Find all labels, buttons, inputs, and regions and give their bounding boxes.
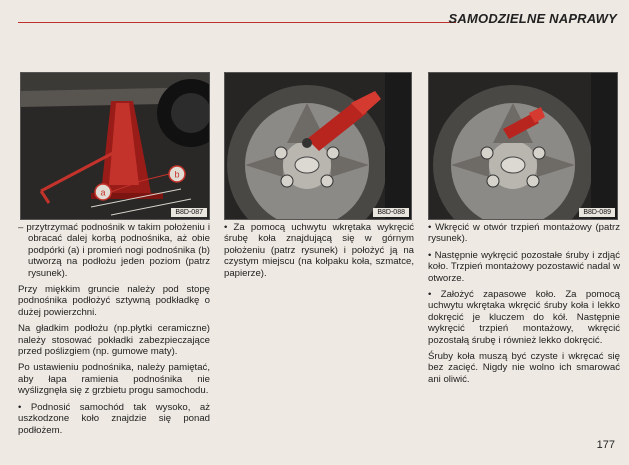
paragraph: Po ustawieniu podnośnika, należy pamiętać, aby łapa ramienia podnośnika nie wyślizgnęła się z grzbietu progu samochodu. (18, 362, 210, 397)
paragraph: • Podnosić samochód tak wysoko, aż uszkodzone koło znajdzie się ponad podłożem. (18, 401, 210, 436)
paragraph: – przytrzymać podnośnik w takim położeniu i obracać dalej korbą podnośnika, aż obie podpórki (a) i promień nogi podnośnika (b) utworzą na podłożu jeden poziom (patrz rysunek). (18, 222, 210, 279)
paragraph: • Założyć zapasowe koło. Za pomocą uchwytu wkrętaka wkręcić śruby koła i lekko dokręcić je kluczem do kół. Następnie wykręcić trzpień montażowy, wkręcić pozostałą śrubę i również lekko dokręcić. (428, 289, 620, 346)
jack-illustration (21, 73, 209, 219)
paragraph: • Wkręcić w otwór trzpień montażowy (patrz rysunek). (428, 222, 620, 245)
wheel-bolt-illustration (225, 73, 411, 219)
paragraph: Na gładkim podłożu (np.płytki ceramiczne) należy stosować pokładki zabezpieczające przed poślizgiem (np. gumowe maty). (18, 323, 210, 358)
page-number: 177 (596, 439, 615, 451)
paragraph: • Następnie wykręcić pozostałe śruby i zdjąć koło. Trzpień montażowy pozostawić nadal w otworze. (428, 249, 620, 284)
header-rule (18, 22, 456, 23)
figure-mounting-pin (428, 72, 618, 220)
text-column-middle (224, 222, 414, 284)
figure-code: B8D-088 (373, 208, 409, 217)
text-column-right (428, 222, 620, 390)
text-column-left (18, 222, 210, 441)
mounting-pin-illustration (429, 73, 617, 219)
figure-code: B8D-087 (171, 208, 207, 217)
callout-b-label: b (174, 169, 180, 180)
figure-wheel-bolt (224, 72, 412, 220)
paragraph: Śruby koła muszą być czyste i wkręcać się bez zacięć. Nigdy nie wolno ich smarować ani oliwić. (428, 351, 620, 385)
callout-a-label: a (100, 187, 106, 198)
paragraph: Przy miękkim gruncie należy pod stopę podnośnika podłożyć sztywną podkładkę o dużej powierzchni. (18, 284, 210, 318)
section-title: SAMODZIELNE NAPRAWY (448, 11, 617, 26)
paragraph: • Za pomocą uchwytu wkrętaka wykręcić śrubę koła znajdującą się w górnym położeniu (patrz rysunek) i położyć ją na czystym miejscu (na kołpaku koła, szmatce, papierze). (224, 222, 414, 279)
figure-jack (20, 72, 210, 220)
figure-code: B8D-089 (579, 208, 615, 217)
